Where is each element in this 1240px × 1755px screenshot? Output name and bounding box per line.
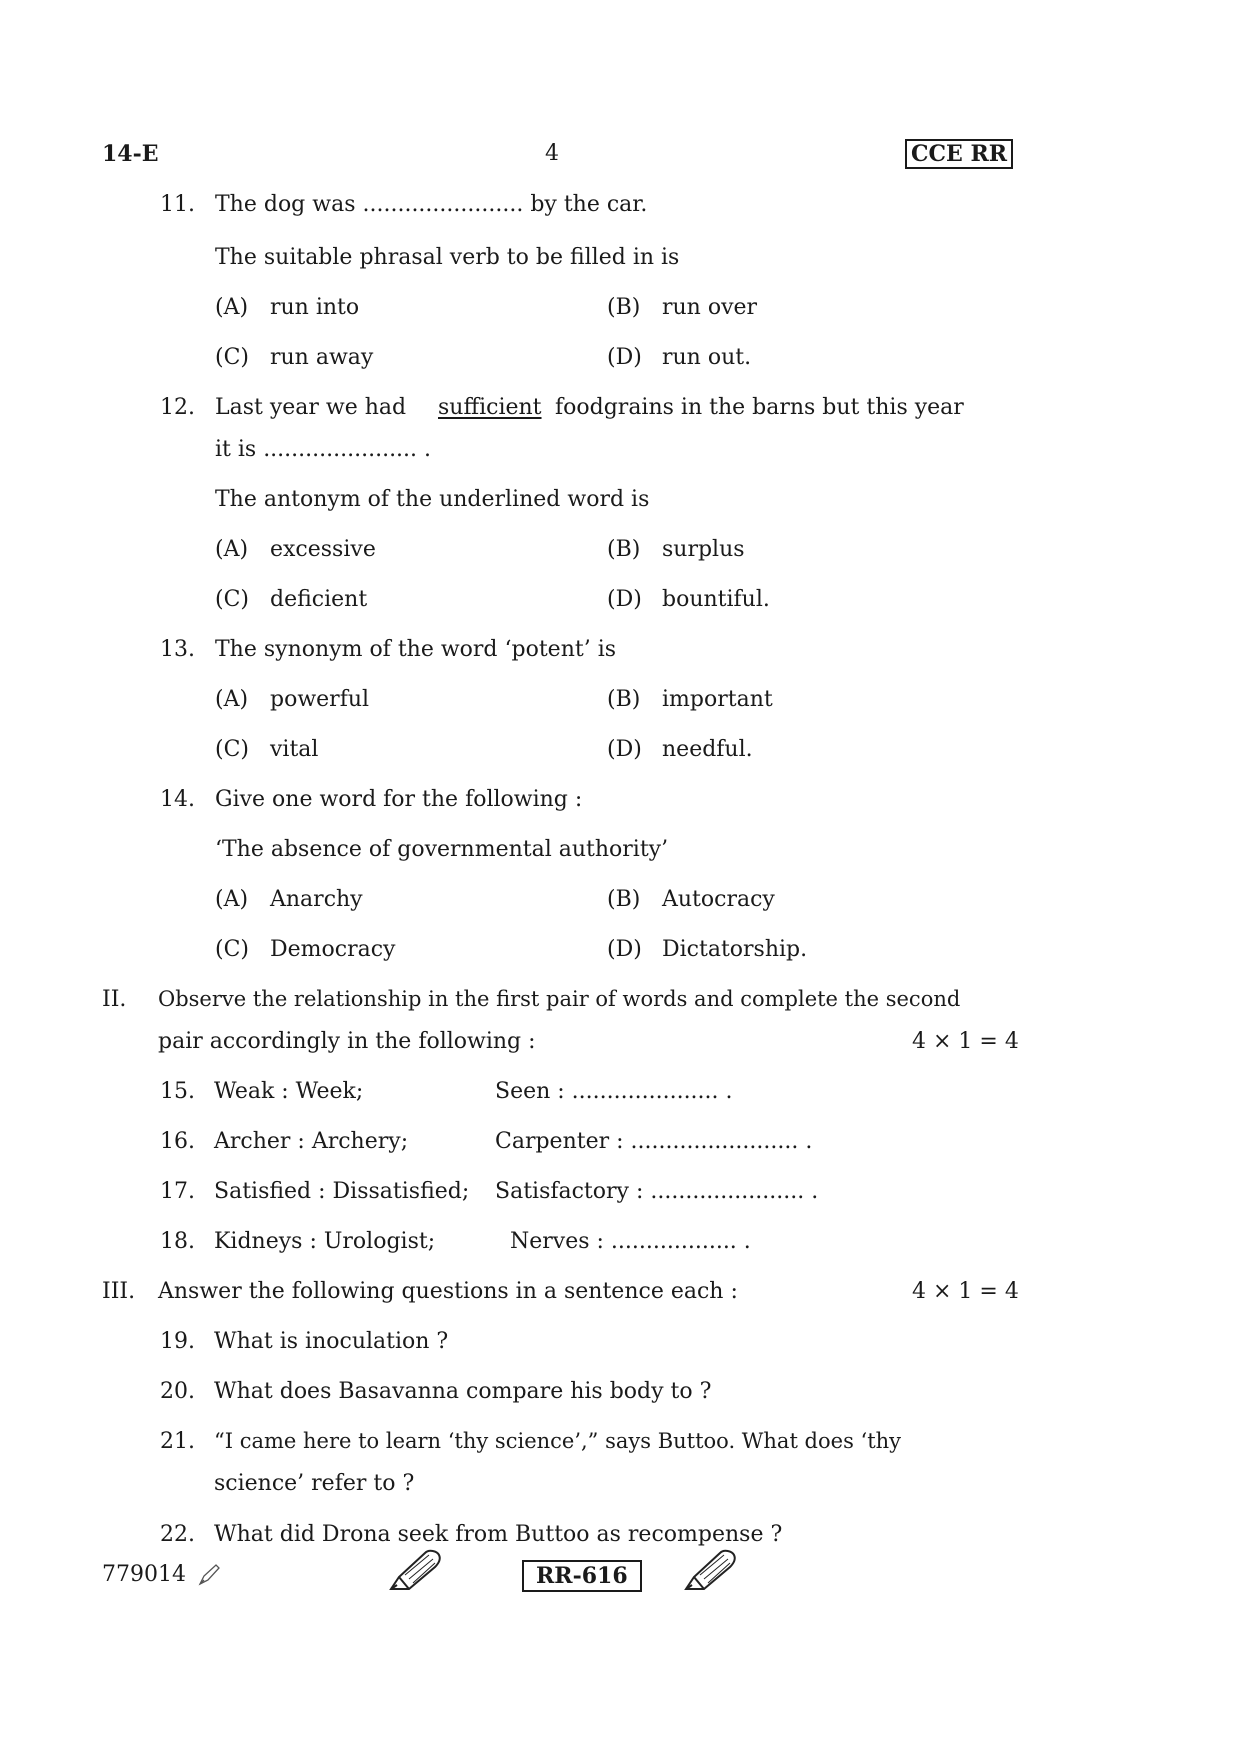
option-text: run out. <box>662 345 752 370</box>
option-label: (D) <box>607 937 642 962</box>
option-text: Anarchy <box>270 887 363 912</box>
fountain-pen-icon <box>680 1545 740 1595</box>
question-stem: Give one word for the following : <box>215 787 583 812</box>
option-label: (B) <box>607 687 641 712</box>
question-number: 12. <box>160 395 195 420</box>
option-text: needful. <box>662 737 753 762</box>
option-label: (B) <box>607 537 641 562</box>
question-stem-part: foodgrains in the barns but this year <box>555 395 964 420</box>
word-prompt: Seen : ..................... . <box>495 1079 733 1104</box>
question-stem: The synonym of the word ‘potent’ is <box>215 637 617 662</box>
question-text-line2: science’ refer to ? <box>214 1471 415 1496</box>
question-number: 20. <box>160 1379 195 1404</box>
option-label: (C) <box>215 345 249 370</box>
option-text: Dictatorship. <box>662 937 808 962</box>
option-label: (D) <box>607 345 642 370</box>
option-text: bountiful. <box>662 587 770 612</box>
question-number: 13. <box>160 637 195 662</box>
option-label: (C) <box>215 587 249 612</box>
question-text: What is inoculation ? <box>214 1329 449 1354</box>
word-pair: Kidneys : Urologist; <box>214 1229 436 1254</box>
question-number: 11. <box>160 192 195 217</box>
page-number: 4 <box>545 141 559 166</box>
question-text: “I came here to learn ‘thy science’,” says Buttoo. What does ‘thy <box>214 1429 902 1453</box>
option-text: deficient <box>270 587 368 612</box>
option-label: (A) <box>215 295 249 320</box>
question-number: 16. <box>160 1129 195 1154</box>
word-pair: Weak : Week; <box>214 1079 364 1104</box>
footer-code: RR-616 <box>522 1560 642 1592</box>
option-text: run over <box>662 295 758 320</box>
option-text: excessive <box>270 537 376 562</box>
section-instruction-line2: pair accordingly in the following : <box>158 1029 536 1054</box>
question-stem: The dog was ....................... by the car. <box>215 192 648 217</box>
question-number: 17. <box>160 1179 195 1204</box>
question-stem-part: Last year we had <box>215 395 407 420</box>
paper-code-left: 14-E <box>102 141 159 167</box>
question-number: 21. <box>160 1429 195 1454</box>
section-number: III. <box>102 1279 136 1304</box>
question-instruction: ‘The absence of governmental authority’ <box>215 837 669 862</box>
fountain-pen-icon <box>385 1545 445 1595</box>
option-text: powerful <box>270 687 370 712</box>
question-instruction: The suitable phrasal verb to be filled in is <box>215 245 680 270</box>
word-prompt: Satisfactory : ...................... . <box>495 1179 819 1204</box>
option-text: vital <box>270 737 319 762</box>
word-prompt: Carpenter : ........................ . <box>495 1129 813 1154</box>
word-prompt: Nerves : .................. . <box>510 1229 751 1254</box>
option-label: (B) <box>607 887 641 912</box>
section-instruction-line1: Observe the relationship in the first pair of words and complete the second <box>158 987 961 1011</box>
option-label: (B) <box>607 295 641 320</box>
question-text: What does Basavanna compare his body to ? <box>214 1379 712 1404</box>
option-text: Autocracy <box>662 887 775 912</box>
question-number: 19. <box>160 1329 195 1354</box>
serial-number: 779014 <box>102 1562 186 1587</box>
option-text: run into <box>270 295 360 320</box>
question-number: 14. <box>160 787 195 812</box>
option-label: (A) <box>215 687 249 712</box>
section-number: II. <box>102 987 127 1012</box>
option-text: Democracy <box>270 937 396 962</box>
question-text: What did Drona seek from Buttoo as recompense ? <box>214 1522 783 1547</box>
section-instruction: Answer the following questions in a sentence each : <box>158 1279 738 1304</box>
option-label: (D) <box>607 737 642 762</box>
option-label: (C) <box>215 937 249 962</box>
question-number: 15. <box>160 1079 195 1104</box>
option-label: (C) <box>215 737 249 762</box>
word-pair: Satisfied : Dissatisfied; <box>214 1179 470 1204</box>
section-marks: 4 × 1 = 4 <box>912 1029 1019 1054</box>
question-number: 18. <box>160 1229 195 1254</box>
question-stem-line2: it is ...................... . <box>215 437 432 462</box>
underlined-word-text: sufficient <box>438 395 542 420</box>
paper-code-right: CCE RR <box>905 139 1013 169</box>
option-label: (A) <box>215 537 249 562</box>
option-text: surplus <box>662 537 745 562</box>
word-pair: Archer : Archery; <box>214 1129 409 1154</box>
section-marks: 4 × 1 = 4 <box>912 1279 1019 1304</box>
question-instruction: The antonym of the underlined word is <box>215 487 650 512</box>
question-number: 22. <box>160 1522 195 1547</box>
option-label: (D) <box>607 587 642 612</box>
option-label: (A) <box>215 887 249 912</box>
option-text: run away <box>270 345 374 370</box>
underlined-word <box>438 397 542 419</box>
pencil-icon <box>196 1562 222 1588</box>
option-text: important <box>662 687 773 712</box>
